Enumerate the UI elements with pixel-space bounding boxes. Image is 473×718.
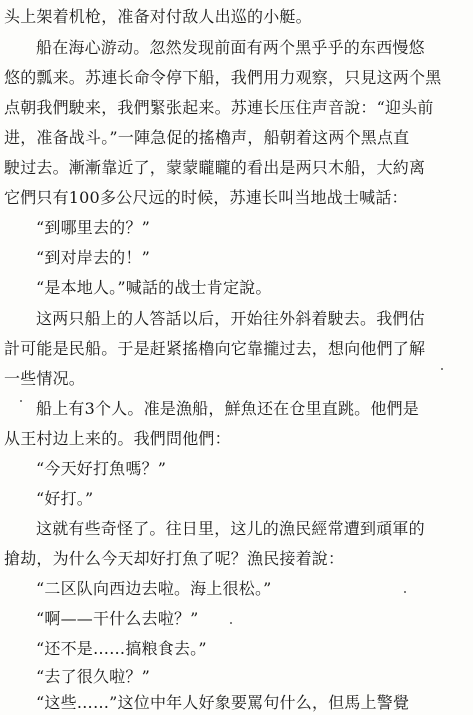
text-line: 計可能是民船。于是赶紧搖櫓向它靠攏过去，想向他們了解 — [4, 339, 426, 358]
text-line: 搶劫，为什么今天却好打魚了呢？漁民接着說： — [4, 549, 345, 568]
dialogue-line: “到对岸去的！” — [36, 248, 150, 267]
dialogue-line: “二区队向西边去啦。海上很松。” — [36, 579, 272, 598]
dialogue-line: “这些……”这位中年人好象要罵句什么，但馬上警覺 — [36, 693, 410, 712]
text-line: 从王村边上来的。我們問他們： — [4, 429, 231, 448]
dialogue-line: “啊——干什么去啦？” — [36, 609, 199, 628]
text-line: 船上有3个人。准是漁船，鮮魚还在仓里直跳。他們是 — [36, 399, 419, 418]
dialogue-line: “好打。” — [36, 489, 94, 508]
dialogue-line: “去了很久啦？” — [36, 667, 150, 686]
dialogue-line: “是本地人。”喊話的战士肯定說。 — [36, 278, 272, 297]
text-line: 一些情况。 — [4, 369, 86, 388]
dialogue-line: “到哪里去的？” — [36, 218, 150, 237]
text-line: 它們只有100多公尺远的时候，苏連长叫当地战士喊話： — [4, 188, 408, 207]
text-line: 悠的瓢来。苏連长命令停下船，我們用力观察，只見这两个黑 — [4, 68, 442, 87]
text-line: 这就有些奇怪了。往日里，这儿的漁民經常遭到頑軍的 — [36, 519, 425, 538]
text-line: 駛过去。漸漸靠近了，蒙蒙矓矓的看出是两只木船，大約离 — [4, 158, 426, 177]
scan-speck — [20, 400, 22, 402]
text-line: 头上架着机枪，准备对付敌人出巡的小艇。 — [4, 7, 312, 26]
scan-speck — [404, 591, 406, 593]
text-line: 进，准备战斗。”一陣急促的搖櫓声，船朝着这两个黑点直 — [4, 128, 410, 147]
text-line: 点朝我們駛来，我們緊张起来。苏連长压住声音說：“迎头前 — [4, 98, 434, 117]
scan-speck — [441, 368, 443, 370]
dialogue-line: “今天好打魚嗎？” — [36, 459, 167, 478]
text-line: 船在海心游动。忽然发现前面有两个黑乎乎的东西慢悠 — [36, 38, 425, 57]
text-line: 这两只船上的人答話以后，开始往外斜着駛去。我們估 — [36, 309, 425, 328]
dialogue-line: “还不是……搞粮食去。” — [36, 639, 207, 658]
scan-speck — [230, 622, 232, 624]
